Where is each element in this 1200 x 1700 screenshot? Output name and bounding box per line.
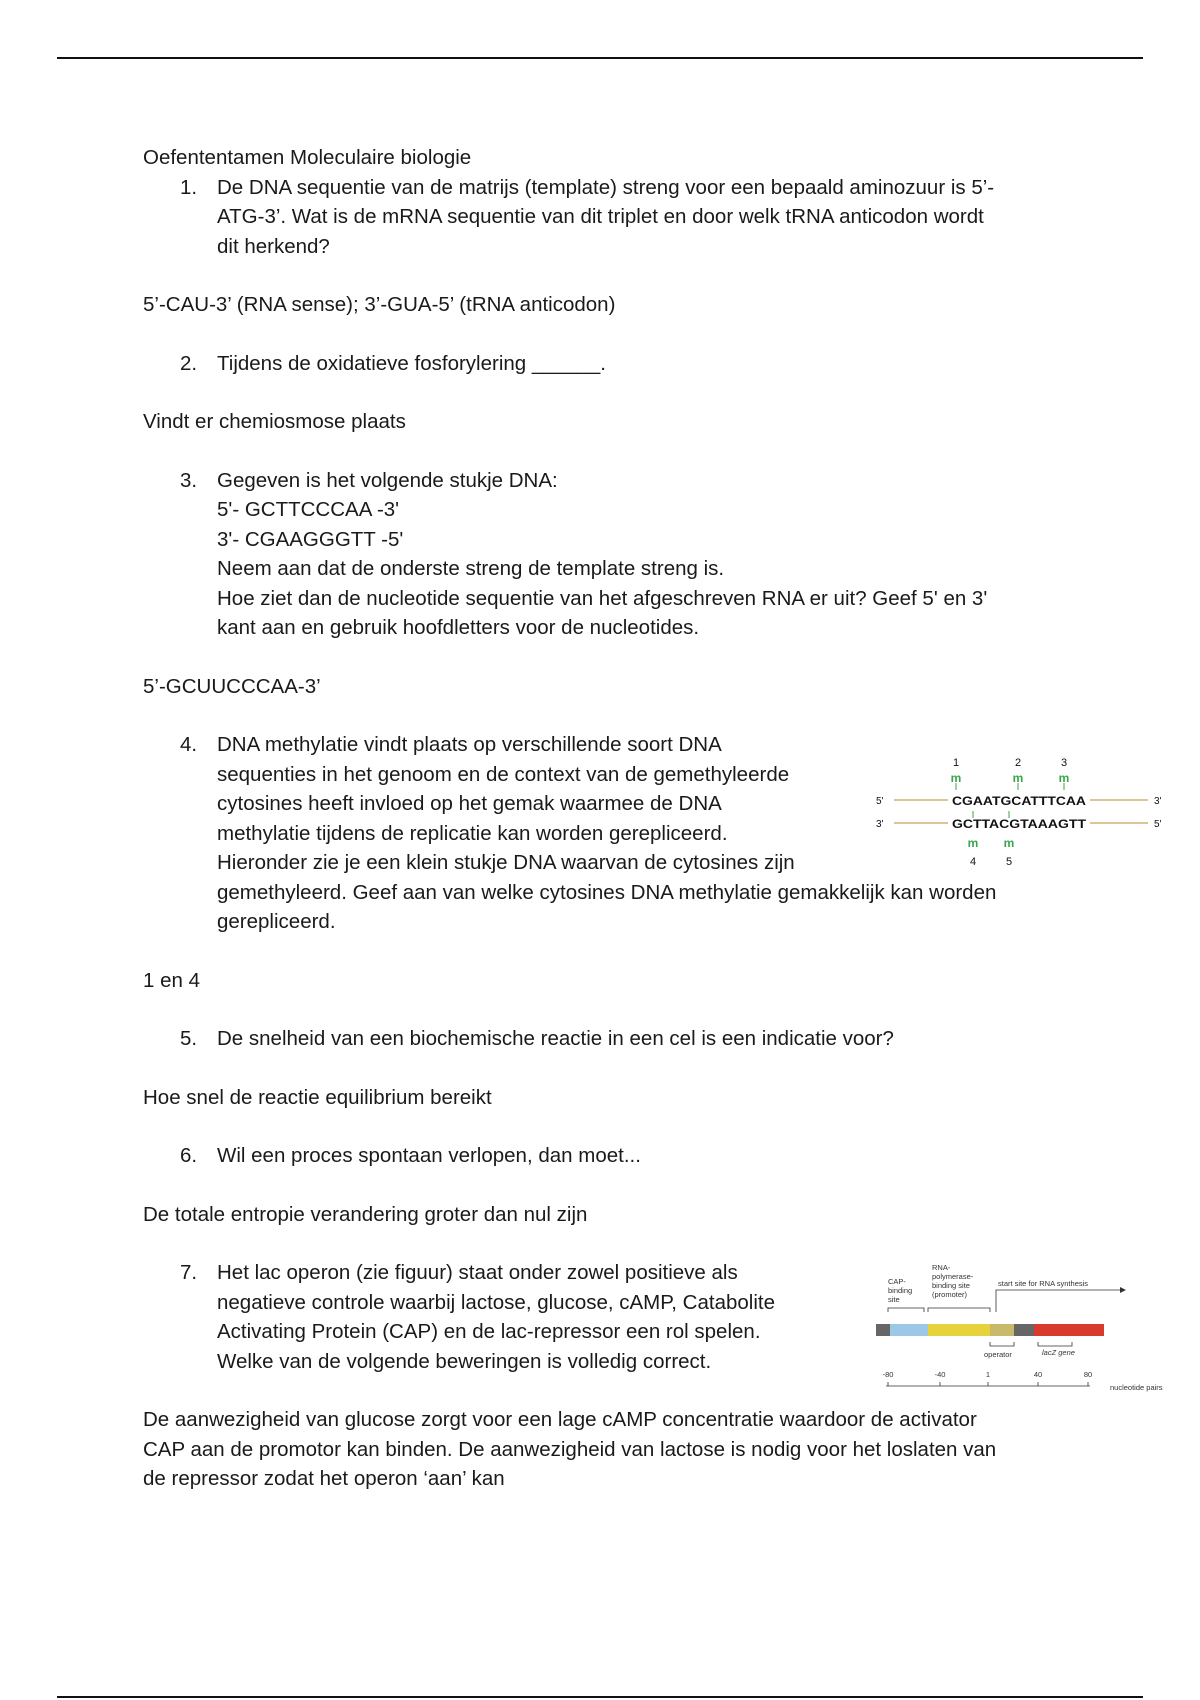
cap-site-label: CAP- binding site	[888, 1277, 913, 1304]
lac-operon-figure	[872, 1262, 1192, 1402]
scale-tick-label: -80	[882, 1370, 894, 1379]
question-6	[143, 1141, 1068, 1171]
scale-tick-label: 40	[1033, 1370, 1043, 1379]
answer-2: Vindt er chemiosmose plaats	[143, 410, 406, 433]
operator-segment	[990, 1324, 1014, 1336]
answer-1: 5’-CAU-3’ (RNA sense); 3’-GUA-5’ (tRNA anticodon)	[143, 293, 616, 316]
footer-rule	[57, 1696, 1143, 1698]
lacz-gene-segment	[1034, 1324, 1104, 1336]
scale-unit-label: nucleotide pairs	[1110, 1383, 1163, 1392]
question-line: Wil een proces spontaan verlopen, dan moet...	[217, 1144, 641, 1167]
answer-7	[143, 1405, 1068, 1494]
top-right-end: 3'	[1154, 796, 1162, 807]
methyl-mark-4: m	[967, 836, 979, 850]
question-line: De DNA sequentie van de matrijs (template) streng voor een bepaald aminozuur is 5’-	[217, 175, 995, 199]
bottom-right-end: 5'	[1154, 819, 1162, 830]
question-line: Activating Protein (CAP) en de lac-repressor een rol spelen.	[217, 1320, 761, 1343]
site-number-2: 2	[1014, 757, 1022, 769]
answer-line: de repressor zodat het operon ‘aan’ kan	[143, 1467, 505, 1490]
operator-bracket	[990, 1342, 1014, 1346]
top-strand-sequence: CGAATGCATTTCAA	[952, 794, 1087, 808]
methyl-mark-3: m	[1058, 771, 1070, 785]
site-number-1: 1	[952, 757, 960, 769]
dna-spacer-left	[876, 1324, 890, 1336]
dna-spacer-right	[1014, 1324, 1034, 1336]
scale-tick-label: 1	[985, 1370, 991, 1379]
bottom-left-end: 3'	[876, 819, 884, 830]
question-text	[217, 1024, 1068, 1054]
top-left-end: 5'	[876, 796, 884, 807]
methyl-mark-5: m	[1003, 836, 1015, 850]
start-arrow-head	[1120, 1287, 1126, 1293]
question-text	[217, 349, 1068, 379]
methyl-mark-2: m	[1012, 771, 1024, 785]
question-number: 4.	[180, 733, 198, 756]
question-number: 5.	[180, 1027, 198, 1050]
page-title: Oefententamen Moleculaire biologie	[143, 146, 472, 169]
question-number: 3.	[180, 468, 198, 492]
cap-binding-segment	[890, 1324, 928, 1336]
question-number: 7.	[180, 1261, 198, 1284]
question-number: 6.	[180, 1144, 198, 1167]
methylation-figure	[870, 750, 1170, 875]
question-2	[143, 349, 1068, 379]
answer-4: 1 en 4	[143, 968, 200, 992]
bottom-strand-sequence: GCTTACGTAAAGTT	[952, 817, 1087, 831]
question-line: Hoe ziet dan de nucleotide sequentie van het afgeschreven RNA er uit? Geef 5' en 3'	[217, 586, 988, 610]
question-line: Tijdens de oxidatieve fosforylering ______.	[217, 351, 606, 375]
question-line: Neem aan dat de onderste streng de template streng is.	[217, 557, 725, 580]
question-line: sequenties in het genoom en de context van de gemethyleerde	[217, 762, 790, 786]
question-number: 2.	[180, 351, 198, 375]
promoter-segment	[928, 1324, 990, 1336]
question-1	[143, 173, 1068, 262]
question-line: DNA methylatie vindt plaats op verschillende soort DNA	[217, 733, 722, 756]
header-rule	[57, 57, 1143, 59]
promoter-bracket	[928, 1308, 990, 1312]
answer-line: De aanwezigheid van glucose zorgt voor een lage cAMP concentratie waardoor de activator	[143, 1408, 977, 1431]
question-text	[217, 173, 1068, 262]
question-line: cytosines heeft invloed op het gemak waarmee de DNA	[217, 792, 722, 815]
question-line: dit herkend?	[217, 234, 330, 258]
site-number-4: 4	[969, 856, 977, 868]
start-site-label: start site for RNA synthesis	[998, 1279, 1089, 1288]
question-line: ATG-3’. Wat is de mRNA sequentie van dit triplet en door welk tRNA anticodon wordt	[217, 205, 984, 228]
question-5	[143, 1024, 1068, 1054]
answer-6: De totale entropie verandering groter dan nul zijn	[143, 1202, 588, 1226]
rna-polymerase-label: RNA- polymerase- binding site (promoter)	[932, 1263, 974, 1299]
question-line: gerepliceerd.	[217, 910, 336, 933]
question-text	[217, 466, 1068, 643]
methyl-mark-1: m	[950, 771, 962, 785]
scale-tick-label: -40	[934, 1370, 946, 1379]
start-arrow-line	[996, 1290, 1120, 1312]
site-number-3: 3	[1060, 757, 1068, 769]
question-line: kant aan en gebruik hoofdletters voor de nucleotides.	[217, 616, 700, 639]
question-line: negatieve controle waarbij lactose, glucose, cAMP, Catabolite	[217, 1290, 775, 1314]
cap-bracket	[888, 1308, 924, 1312]
lacz-bracket	[1038, 1342, 1072, 1346]
site-number-5: 5	[1005, 856, 1013, 868]
question-line: Gegeven is het volgende stukje DNA:	[217, 468, 558, 492]
answer-3: 5’-GCUUCCCAA-3’	[143, 674, 321, 698]
question-line: gemethyleerd. Geef aan van welke cytosines DNA methylatie gemakkelijk kan worden	[217, 880, 997, 904]
question-line: methylatie tijdens de replicatie kan worden gerepliceerd.	[217, 821, 728, 845]
operator-label: operator	[984, 1350, 1012, 1359]
question-line: Het lac operon (zie figuur) staat onder zowel positieve als	[217, 1261, 738, 1284]
question-text	[217, 1141, 1068, 1171]
question-line: De snelheid van een biochemische reactie in een cel is een indicatie voor?	[217, 1027, 894, 1050]
scale-tick-label: 80	[1083, 1370, 1093, 1379]
question-line: Hieronder zie je een klein stukje DNA waarvan de cytosines zijn	[217, 851, 795, 874]
question-line: Welke van de volgende beweringen is volledig correct.	[217, 1349, 712, 1373]
dna-top-strand: 5'- GCTTCCCAA -3'	[217, 498, 400, 521]
question-number: 1.	[180, 175, 198, 199]
answer-5: Hoe snel de reactie equilibrium bereikt	[143, 1085, 492, 1109]
lacz-gene-label: lacZ gene	[1042, 1348, 1075, 1357]
question-3	[143, 466, 1068, 643]
dna-bottom-strand: 3'- CGAAGGGTT -5'	[217, 527, 404, 551]
answer-line: CAP aan de promotor kan binden. De aanwezigheid van lactose is nodig voor het loslaten van	[143, 1437, 997, 1461]
